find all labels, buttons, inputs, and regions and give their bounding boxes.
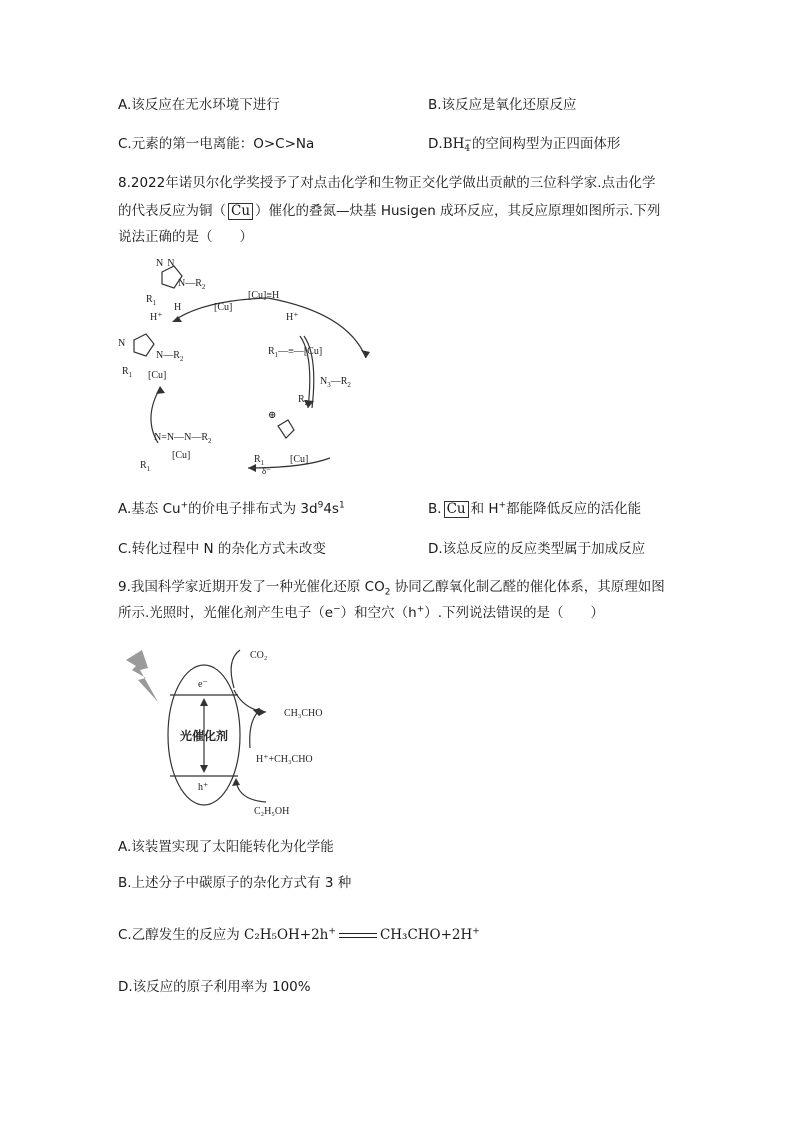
q8-4s: 4s [323, 501, 339, 517]
q8-stem-line3: 说法正确的是（ ） [118, 229, 253, 245]
q8-option-b-mid: 和 H [470, 501, 499, 517]
lightning-bolt-icon [126, 650, 158, 702]
label-co2: CO₂ [250, 650, 268, 661]
label-ch3cho: CH₃CHO [284, 708, 323, 719]
q9-eq-left-charge: + [328, 926, 336, 937]
q9-photocatalyst-diagram [118, 640, 378, 825]
q8-option-a [118, 500, 345, 518]
label-nnn-bottom-left: $N=N—N—R_2$ [154, 432, 212, 445]
q8-stem-line1: 8.2022年诺贝尔化学奖授予了对点击化学和生物正交化学做出贡献的三位科学家.点击化学 [118, 175, 656, 191]
q7-bh4-formula: BH [442, 136, 465, 152]
q8-option-c: C.转化过程中 N 的杂化方式未改变 [118, 541, 326, 557]
arrow-head-bottom [248, 464, 256, 472]
label-cu-bottom-left: [Cu] [172, 450, 191, 461]
q7-option-d [428, 135, 620, 153]
arrow-co2 [231, 650, 240, 688]
q9-stem-line2-post: ）.下列说法错误的是（ ） [424, 605, 605, 621]
arrow-c2h5oh [236, 780, 266, 802]
q8-option-b-cu: Cu [444, 501, 469, 518]
q9-option-c-pre: C.乙醇发生的反应为 [118, 927, 245, 943]
arrow-head-c2h5oh [232, 778, 240, 786]
arrow-ch3cho [234, 690, 266, 712]
label-r1-left: $R_1$ [122, 366, 133, 379]
label-cu-right: [Cu] [290, 454, 309, 465]
q9-option-b: B.上述分子中碳原子的杂化方式有 3 种 [118, 875, 352, 891]
q9-eq-double-line [339, 933, 377, 938]
label-h-plus-right: H⁺ [286, 312, 299, 323]
q7-option-b: B.该反应是氧化还原反应 [428, 97, 577, 113]
q8-stem-line2 [118, 202, 660, 220]
q9-stem-line2-pre: 所示.光照时，光催化剂产生电子（e [118, 605, 334, 621]
q7-option-d-formula [443, 136, 472, 152]
q8-option-b-pre: B. [428, 501, 442, 517]
label-delta-minus: δ⁻ [262, 466, 271, 476]
q8-cu-bracket: Cu [228, 203, 253, 220]
label-h-plus-ch3cho: H⁺+CH₃CHO [256, 754, 313, 765]
q8-4s-exponent: 1 [338, 500, 345, 511]
label-c2h5oh: C₂H₅OH [254, 806, 290, 817]
q8-stem-line2-post: ）催化的叠氮—炔基 Husigen 成环反应，其反应原理如图所示.下列 [255, 203, 661, 219]
q9-stem-line2 [118, 604, 604, 622]
q8-option-a-pre: A.基态 Cu [118, 501, 181, 517]
label-r1-right: $R_1$ [254, 454, 265, 467]
q8-option-a-mid: 的价电子排布式为 3d [188, 501, 318, 517]
q7-bh4-charge: − [464, 135, 472, 146]
arrow-h-plus-ch3cho [250, 710, 260, 748]
q9-option-a: A.该装置实现了太阳能转化为化学能 [118, 839, 334, 855]
q9-eq-right: CH₃CHO+2H [379, 927, 473, 943]
label-catalyst: 光催化剂 [180, 729, 229, 743]
label-h-plus: h⁺ [198, 782, 209, 793]
q8-option-d: D.该总反应的反应类型属于加成反应 [428, 541, 646, 557]
q7-option-d-prefix: D. [428, 136, 443, 152]
triazolium-ring-right [278, 420, 294, 438]
q8-catalytic-cycle-diagram [118, 258, 388, 478]
q9-option-d: D.该反应的原子利用率为 100% [118, 979, 311, 995]
q7-option-c: C.元素的第一电离能：O>C>Na [118, 136, 315, 152]
q9-e-charge: − [333, 604, 341, 615]
label-r1-alkyne: $R_1—\equiv—[Cu]$ [268, 346, 323, 359]
label-n-top: N N [156, 258, 175, 269]
q9-stem-line1-post: 协同乙醇氧化制乙醛的催化体系，其原理如图 [390, 579, 665, 595]
label-oplus: ⊕ [268, 410, 277, 421]
label-cu-left: [Cu] [148, 370, 167, 381]
label-cu-alkyne: [Cu]≡H [248, 290, 280, 301]
label-h-plus-left: H⁺ [150, 312, 163, 323]
q9-eq-left: C₂H₅OH+2h [244, 927, 329, 943]
arrow-head-top-right [361, 350, 370, 358]
q9-eq-right-charge: + [472, 926, 480, 937]
q8-option-b-h-charge: + [498, 500, 507, 511]
label-azide: $N_3—R_2$ [320, 376, 351, 389]
q9-stem-line1-pre: 9.我国科学家近期开发了一种光催化还原 CO [118, 579, 385, 595]
label-r1-bottom-left: $R_1$ [140, 460, 151, 473]
label-e-minus: e⁻ [198, 679, 208, 690]
label-r2-top: $N—R_2$ [178, 278, 206, 291]
q9-h-charge: + [416, 604, 425, 615]
q9-co2-subscript: 2 [384, 587, 391, 598]
q8-stem-line2-pre: 的代表反应为铜（ [118, 203, 226, 219]
q7-option-d-text: 的空间构型为正四面体形 [471, 136, 621, 152]
label-r2-right: $R_2$ [298, 394, 309, 407]
q9-stem-line1 [118, 578, 665, 596]
arrow-head-up [200, 698, 208, 706]
label-r1-top: $R_1$ [146, 294, 157, 307]
q7-bh4-subscript: 4 [464, 143, 471, 154]
q8-cu-plus-charge: + [180, 500, 189, 511]
label-r2-left: $N—R_2$ [156, 350, 184, 363]
q9-stem-line2-mid: ）和空穴（h [340, 605, 417, 621]
label-h-top: H [174, 302, 182, 313]
arrow-head-down [200, 765, 208, 773]
q7-option-a: A.该反应在无水环境下进行 [118, 97, 280, 113]
q8-3d-exponent: 9 [317, 500, 324, 511]
q8-option-b [428, 500, 641, 518]
label-n-left: N [118, 338, 126, 349]
q9-option-c [118, 926, 480, 944]
triazole-ring-left [134, 334, 154, 356]
label-cu-center: [Cu] [214, 302, 233, 313]
arrow-head-left [156, 386, 165, 394]
q8-option-b-post: 都能降低反应的活化能 [506, 501, 642, 517]
